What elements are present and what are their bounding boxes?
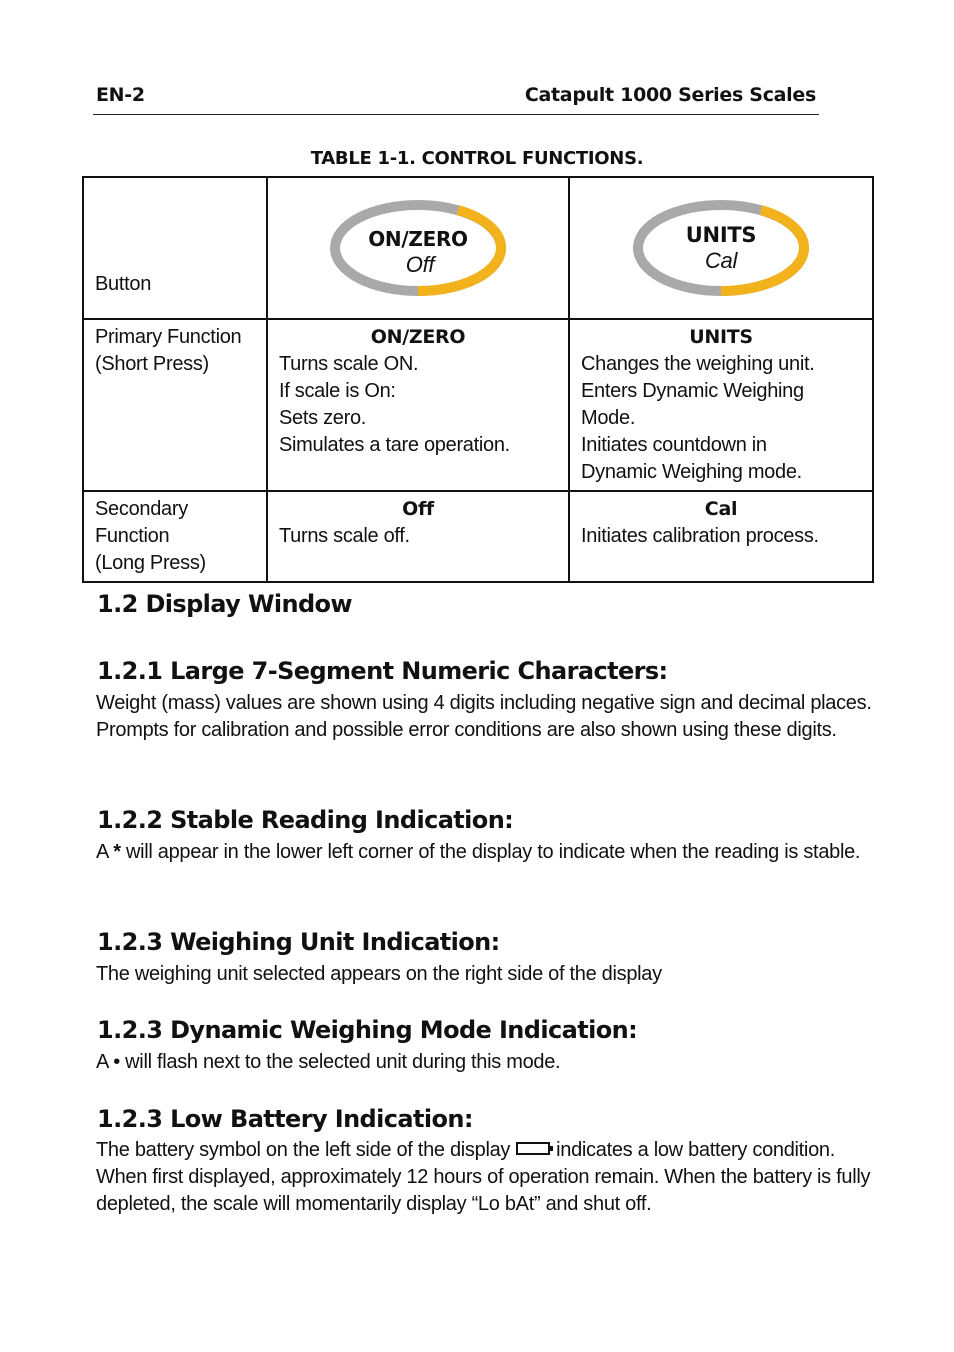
units-button-icon: [631, 196, 811, 300]
units-button-main: UNITS: [685, 223, 757, 247]
primary-on-zero-line: If scale is On:: [279, 380, 396, 402]
paragraph-7-segment: Weight (mass) values are shown using 4 digits including negative sign and decimal places. Prompts for calibration and possible error conditions are also shown using these digits.: [96, 692, 872, 741]
primary-label-line-1: Primary Function: [95, 326, 242, 348]
secondary-label-line-1: Secondary: [95, 498, 188, 520]
paragraph-low-battery: [96, 1137, 886, 1218]
primary-units-cell: [569, 319, 873, 491]
secondary-label-cell: [83, 491, 267, 582]
paragraph-dynamic-mode: A • will flash next to the selected unit during this mode.: [96, 1051, 561, 1073]
secondary-off-title: Off: [402, 498, 434, 520]
primary-on-zero-line: Simulates a tare operation.: [279, 434, 510, 456]
table-caption: TABLE 1-1. CONTROL FUNCTIONS.: [310, 148, 644, 169]
table-row-secondary: [83, 491, 873, 582]
battery-text-a: The battery symbol on the left side of the display: [96, 1139, 511, 1161]
secondary-off-cell: [267, 491, 569, 582]
secondary-cal-title: Cal: [704, 498, 738, 520]
on-zero-button-cell: [267, 177, 569, 319]
button-label: Button: [95, 273, 152, 295]
primary-label-line-2: (Short Press): [95, 353, 209, 375]
stable-text-a: A: [96, 841, 114, 863]
secondary-label-line-2: Function: [95, 525, 170, 547]
paragraph-weighing-unit: The weighing unit selected appears on the right side of the display: [96, 963, 662, 985]
units-button-sub: Cal: [704, 248, 738, 273]
section-heading-7-segment: 1.2.1 Large 7-Segment Numeric Characters:: [97, 657, 668, 685]
secondary-cal-cell: [569, 491, 873, 582]
table-row-primary: [83, 319, 873, 491]
header-rule: [93, 114, 819, 115]
section-heading-weighing-unit: 1.2.3 Weighing Unit Indication:: [97, 928, 500, 956]
on-zero-button-sub: Off: [405, 252, 435, 277]
table-row-button: [83, 177, 873, 319]
paragraph-stable-reading: [96, 839, 886, 866]
primary-on-zero-cell: [267, 319, 569, 491]
control-functions-table: [82, 176, 874, 583]
page-number: EN-2: [96, 84, 145, 106]
primary-label-cell: [83, 319, 267, 491]
on-zero-button-icon: [328, 196, 508, 300]
section-heading-low-battery: 1.2.3 Low Battery Indication:: [97, 1105, 473, 1133]
primary-on-zero-line: Sets zero.: [279, 407, 367, 429]
primary-units-line: Initiates countdown in: [581, 434, 767, 456]
primary-units-line: Dynamic Weighing mode.: [581, 461, 802, 483]
units-button-cell: [569, 177, 873, 319]
button-label-cell: [83, 177, 267, 319]
stable-text-b: will appear in the lower left corner of the display to indicate when the reading is stable.: [120, 841, 861, 863]
on-zero-button-main: ON/ZERO: [368, 227, 468, 251]
primary-units-line: Changes the weighing unit.: [581, 353, 815, 375]
primary-units-line: Enters Dynamic Weighing: [581, 380, 804, 402]
primary-on-zero-title: ON/ZERO: [370, 326, 466, 348]
stable-star: *: [113, 841, 121, 863]
secondary-label-line-3: (Long Press): [95, 552, 206, 574]
document-title: Catapult 1000 Series Scales: [524, 84, 816, 106]
primary-on-zero-line: Turns scale ON.: [279, 353, 419, 375]
section-heading-stable-reading: 1.2.2 Stable Reading Indication:: [97, 806, 514, 834]
primary-units-title: UNITS: [689, 326, 753, 348]
battery-text-b: indicates a low battery condition. When first displayed, approximately 12 hours of operation remain. When the battery is fully depleted, the scale will momentarily display “Lo bAt” and shut off.: [96, 1139, 871, 1215]
battery-icon: [516, 1142, 550, 1155]
section-heading-dynamic-mode: 1.2.3 Dynamic Weighing Mode Indication:: [97, 1016, 638, 1044]
secondary-cal-line: Initiates calibration process.: [581, 525, 819, 547]
section-heading-display-window: 1.2 Display Window: [97, 590, 352, 618]
primary-units-line: Mode.: [581, 407, 636, 429]
secondary-off-line: Turns scale off.: [279, 525, 410, 547]
